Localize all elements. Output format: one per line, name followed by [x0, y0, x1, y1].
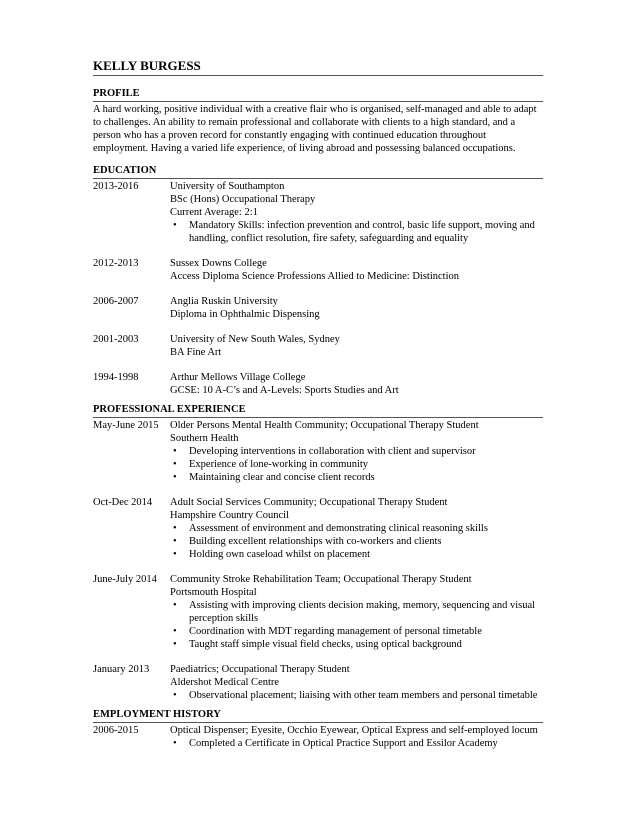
- entry-date: 2006-2007: [93, 296, 139, 307]
- entry-line: Arthur Mellows Village College: [170, 372, 306, 383]
- experience-section: [93, 403, 543, 702]
- entry-line: University of Southampton: [170, 181, 285, 192]
- entry-date: 2006-2015: [93, 725, 139, 736]
- employment-entry: [93, 724, 543, 750]
- entry-body: [170, 295, 543, 321]
- bullet-item: • Observational placement; liaising with other team members and personal timetable: [170, 689, 543, 702]
- entry-line: Anglia Ruskin University: [170, 296, 278, 307]
- profile-text: A hard working, positive individual with a creative flair who is organised, self-managed and able to adapt to challenges. An ability to remain professional and collaborate with clients to a high standard, and a person who has a proven record for constantly engaging with continued education throughout employment. Having a varied life experience, of living abroad and possessing balanced occupations.: [93, 104, 537, 154]
- entry-line: Older Persons Mental Health Community; Occupational Therapy Student: [170, 420, 479, 431]
- entry-line: Access Diploma Science Professions Allied to Medicine: Distinction: [170, 271, 459, 282]
- entry-date: 2001-2003: [93, 334, 139, 345]
- candidate-name: KELLY BURGESS: [93, 58, 543, 76]
- entry-date: June-July 2014: [93, 574, 157, 585]
- education-entry: [93, 371, 543, 397]
- bullet-item: • Maintaining clear and concise client records: [170, 471, 543, 484]
- entry-date: 1994-1998: [93, 372, 139, 383]
- entry-line: Diploma in Ophthalmic Dispensing: [170, 309, 320, 320]
- entry-body: [170, 180, 543, 245]
- bullet-list: [170, 522, 543, 561]
- bullet-item: • Mandatory Skills: infection prevention and control, basic life support, moving and handling, conflict resolution, fire safety, safeguarding and equality: [170, 219, 543, 245]
- entry-date: May-June 2015: [93, 420, 159, 431]
- entry-line: Portsmouth Hospital: [170, 587, 257, 598]
- entry-line: Sussex Downs College: [170, 258, 267, 269]
- experience-heading: PROFESSIONAL EXPERIENCE: [93, 403, 543, 418]
- entry-line: Adult Social Services Community; Occupational Therapy Student: [170, 497, 448, 508]
- entry-line: GCSE: 10 A-C’s and A-Levels: Sports Studies and Art: [170, 385, 399, 396]
- entry-line: Optical Dispenser; Eyesite, Occhio Eyewear, Optical Express and self-employed locum: [170, 725, 538, 736]
- entry-line: BSc (Hons) Occupational Therapy: [170, 194, 316, 205]
- education-heading: EDUCATION: [93, 164, 543, 179]
- employment-section: [93, 708, 543, 750]
- entry-body: [170, 257, 543, 283]
- bullet-list: [170, 219, 543, 245]
- education-entry: [93, 295, 543, 321]
- education-entry: [93, 333, 543, 359]
- employment-list: [93, 724, 543, 750]
- bullet-item: • Holding own caseload whilst on placement: [170, 548, 543, 561]
- bullet-item: • Developing interventions in collaboration with client and supervisor: [170, 445, 543, 458]
- entry-body: [170, 419, 543, 484]
- education-entry: [93, 180, 543, 245]
- entry-body: [170, 333, 543, 359]
- entry-line: Community Stroke Rehabilitation Team; Occupational Therapy Student: [170, 574, 472, 585]
- bullet-item: • Assisting with improving clients decision making, memory, sequencing and visual perception skills: [170, 599, 543, 625]
- bullet-item: • Assessment of environment and demonstrating clinical reasoning skills: [170, 522, 543, 535]
- bullet-list: [170, 689, 543, 702]
- entry-line: Hampshire Country Council: [170, 510, 289, 521]
- experience-entry: [93, 496, 543, 561]
- entry-line: Current Average: 2:1: [170, 207, 258, 218]
- entry-body: [170, 573, 543, 651]
- bullet-list: [170, 445, 543, 484]
- experience-entry: [93, 573, 543, 651]
- bullet-item: • Experience of lone-working in community: [170, 458, 543, 471]
- employment-heading: EMPLOYMENT HISTORY: [93, 708, 543, 723]
- entry-date: January 2013: [93, 664, 150, 675]
- education-section: [93, 164, 543, 397]
- entry-body: [170, 724, 543, 750]
- resume-page: [93, 58, 543, 756]
- entry-body: [170, 371, 543, 397]
- profile-section: [93, 87, 543, 155]
- experience-entry: [93, 419, 543, 484]
- entry-date: 2013-2016: [93, 181, 139, 192]
- entry-line: Aldershot Medical Centre: [170, 677, 280, 688]
- education-list: [93, 180, 543, 397]
- entry-line: University of New South Wales, Sydney: [170, 334, 340, 345]
- entry-body: [170, 496, 543, 561]
- entry-date: 2012-2013: [93, 258, 139, 269]
- bullet-list: [170, 737, 543, 750]
- bullet-list: [170, 599, 543, 651]
- bullet-item: • Building excellent relationships with co-workers and clients: [170, 535, 543, 548]
- experience-list: [93, 419, 543, 702]
- bullet-item: • Taught staff simple visual field checks, using optical background: [170, 638, 543, 651]
- entry-line: BA Fine Art: [170, 347, 222, 358]
- bullet-item: • Completed a Certificate in Optical Practice Support and Essilor Academy: [170, 737, 543, 750]
- entry-line: Southern Health: [170, 433, 239, 444]
- profile-heading: PROFILE: [93, 87, 543, 102]
- education-entry: [93, 257, 543, 283]
- entry-line: Paediatrics; Occupational Therapy Student: [170, 664, 350, 675]
- entry-date: Oct-Dec 2014: [93, 497, 153, 508]
- entry-body: [170, 663, 543, 702]
- experience-entry: [93, 663, 543, 702]
- bullet-item: • Coordination with MDT regarding management of personal timetable: [170, 625, 543, 638]
